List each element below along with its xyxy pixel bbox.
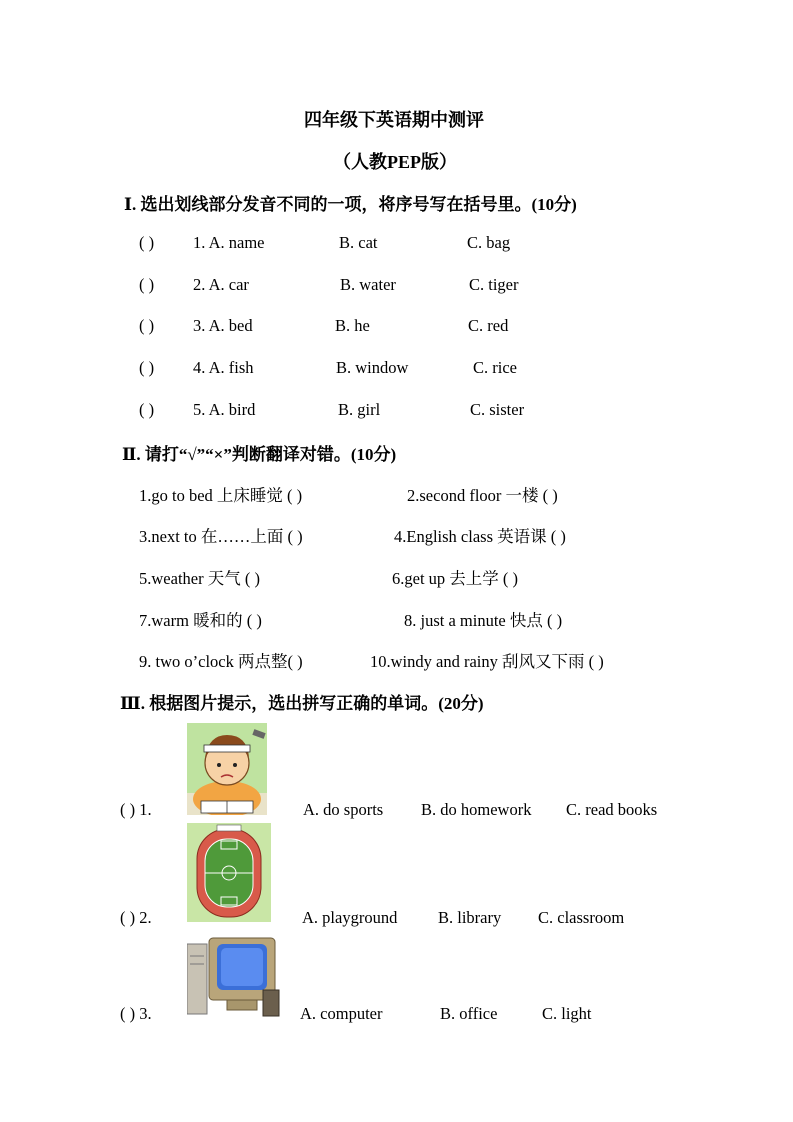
- option-c: C. rice: [473, 358, 517, 377]
- translation-item[interactable]: 3.next to 在……上面 ( ): [139, 527, 303, 546]
- option-c: C. bag: [467, 233, 511, 252]
- option-b: B. cat: [339, 233, 378, 252]
- option-a: A. do sports: [303, 800, 384, 819]
- option-b: B. library: [438, 908, 502, 927]
- option-c: C. red: [468, 316, 509, 335]
- answer-bracket[interactable]: ( ): [139, 358, 155, 377]
- option-a: 1. A. name: [193, 233, 265, 252]
- translation-item[interactable]: 5.weather 天气 ( ): [139, 569, 260, 588]
- option-b: B. do homework: [421, 800, 532, 819]
- boy-homework-picture: [187, 723, 267, 815]
- question-label[interactable]: ( ) 2.: [120, 908, 152, 927]
- page-title: 四年级下英语期中测评: [304, 110, 484, 130]
- translation-item[interactable]: 10.windy and rainy 刮风又下雨 ( ): [370, 652, 604, 671]
- option-c: C. tiger: [469, 275, 519, 294]
- option-a: 4. A. fish: [193, 358, 254, 377]
- option-a: 3. A. bed: [193, 316, 253, 335]
- answer-bracket[interactable]: ( ): [139, 275, 155, 294]
- sports-field-picture: [187, 823, 271, 922]
- option-c: C. light: [542, 1004, 592, 1023]
- translation-item[interactable]: 8. just a minute 快点 ( ): [404, 611, 563, 630]
- option-a: A. playground: [302, 908, 398, 927]
- translation-item[interactable]: 4.English class 英语课 ( ): [394, 527, 566, 546]
- option-a: 5. A. bird: [193, 400, 256, 419]
- answer-bracket[interactable]: ( ): [139, 400, 155, 419]
- option-c: C. classroom: [538, 908, 625, 927]
- translation-item[interactable]: 6.get up 去上学 ( ): [392, 569, 519, 588]
- translation-item[interactable]: 9. two o’clock 两点整( ): [139, 652, 303, 671]
- option-a: 2. A. car: [193, 275, 249, 294]
- translation-item[interactable]: 2.second floor 一楼 ( ): [407, 486, 558, 505]
- translation-item[interactable]: 1.go to bed 上床睡觉 ( ): [139, 486, 303, 505]
- page-subtitle: （人教PEP版）: [333, 152, 457, 172]
- computer-picture: [187, 934, 283, 1022]
- option-b: B. office: [440, 1004, 498, 1023]
- answer-bracket[interactable]: ( ): [139, 233, 155, 252]
- section-2-heading: Ⅱ. 请打“√”“×”判断翻译对错。(10分): [122, 445, 397, 464]
- option-b: B. he: [335, 316, 370, 335]
- option-c: C. sister: [470, 400, 525, 419]
- answer-bracket[interactable]: ( ): [139, 316, 155, 335]
- option-b: B. water: [340, 275, 396, 294]
- option-a: A. computer: [300, 1004, 383, 1023]
- section-1-heading: Ⅰ. 选出划线部分发音不同的一项，将序号写在括号里。(10分): [124, 195, 577, 214]
- option-b: B. window: [336, 358, 409, 377]
- question-label[interactable]: ( ) 3.: [120, 1004, 152, 1023]
- translation-item[interactable]: 7.warm 暖和的 ( ): [139, 611, 262, 630]
- section-3-heading: Ⅲ. 根据图片提示，选出拼写正确的单词。(20分): [120, 694, 484, 713]
- option-b: B. girl: [338, 400, 381, 419]
- option-c: C. read books: [566, 800, 658, 819]
- question-label[interactable]: ( ) 1.: [120, 800, 152, 819]
